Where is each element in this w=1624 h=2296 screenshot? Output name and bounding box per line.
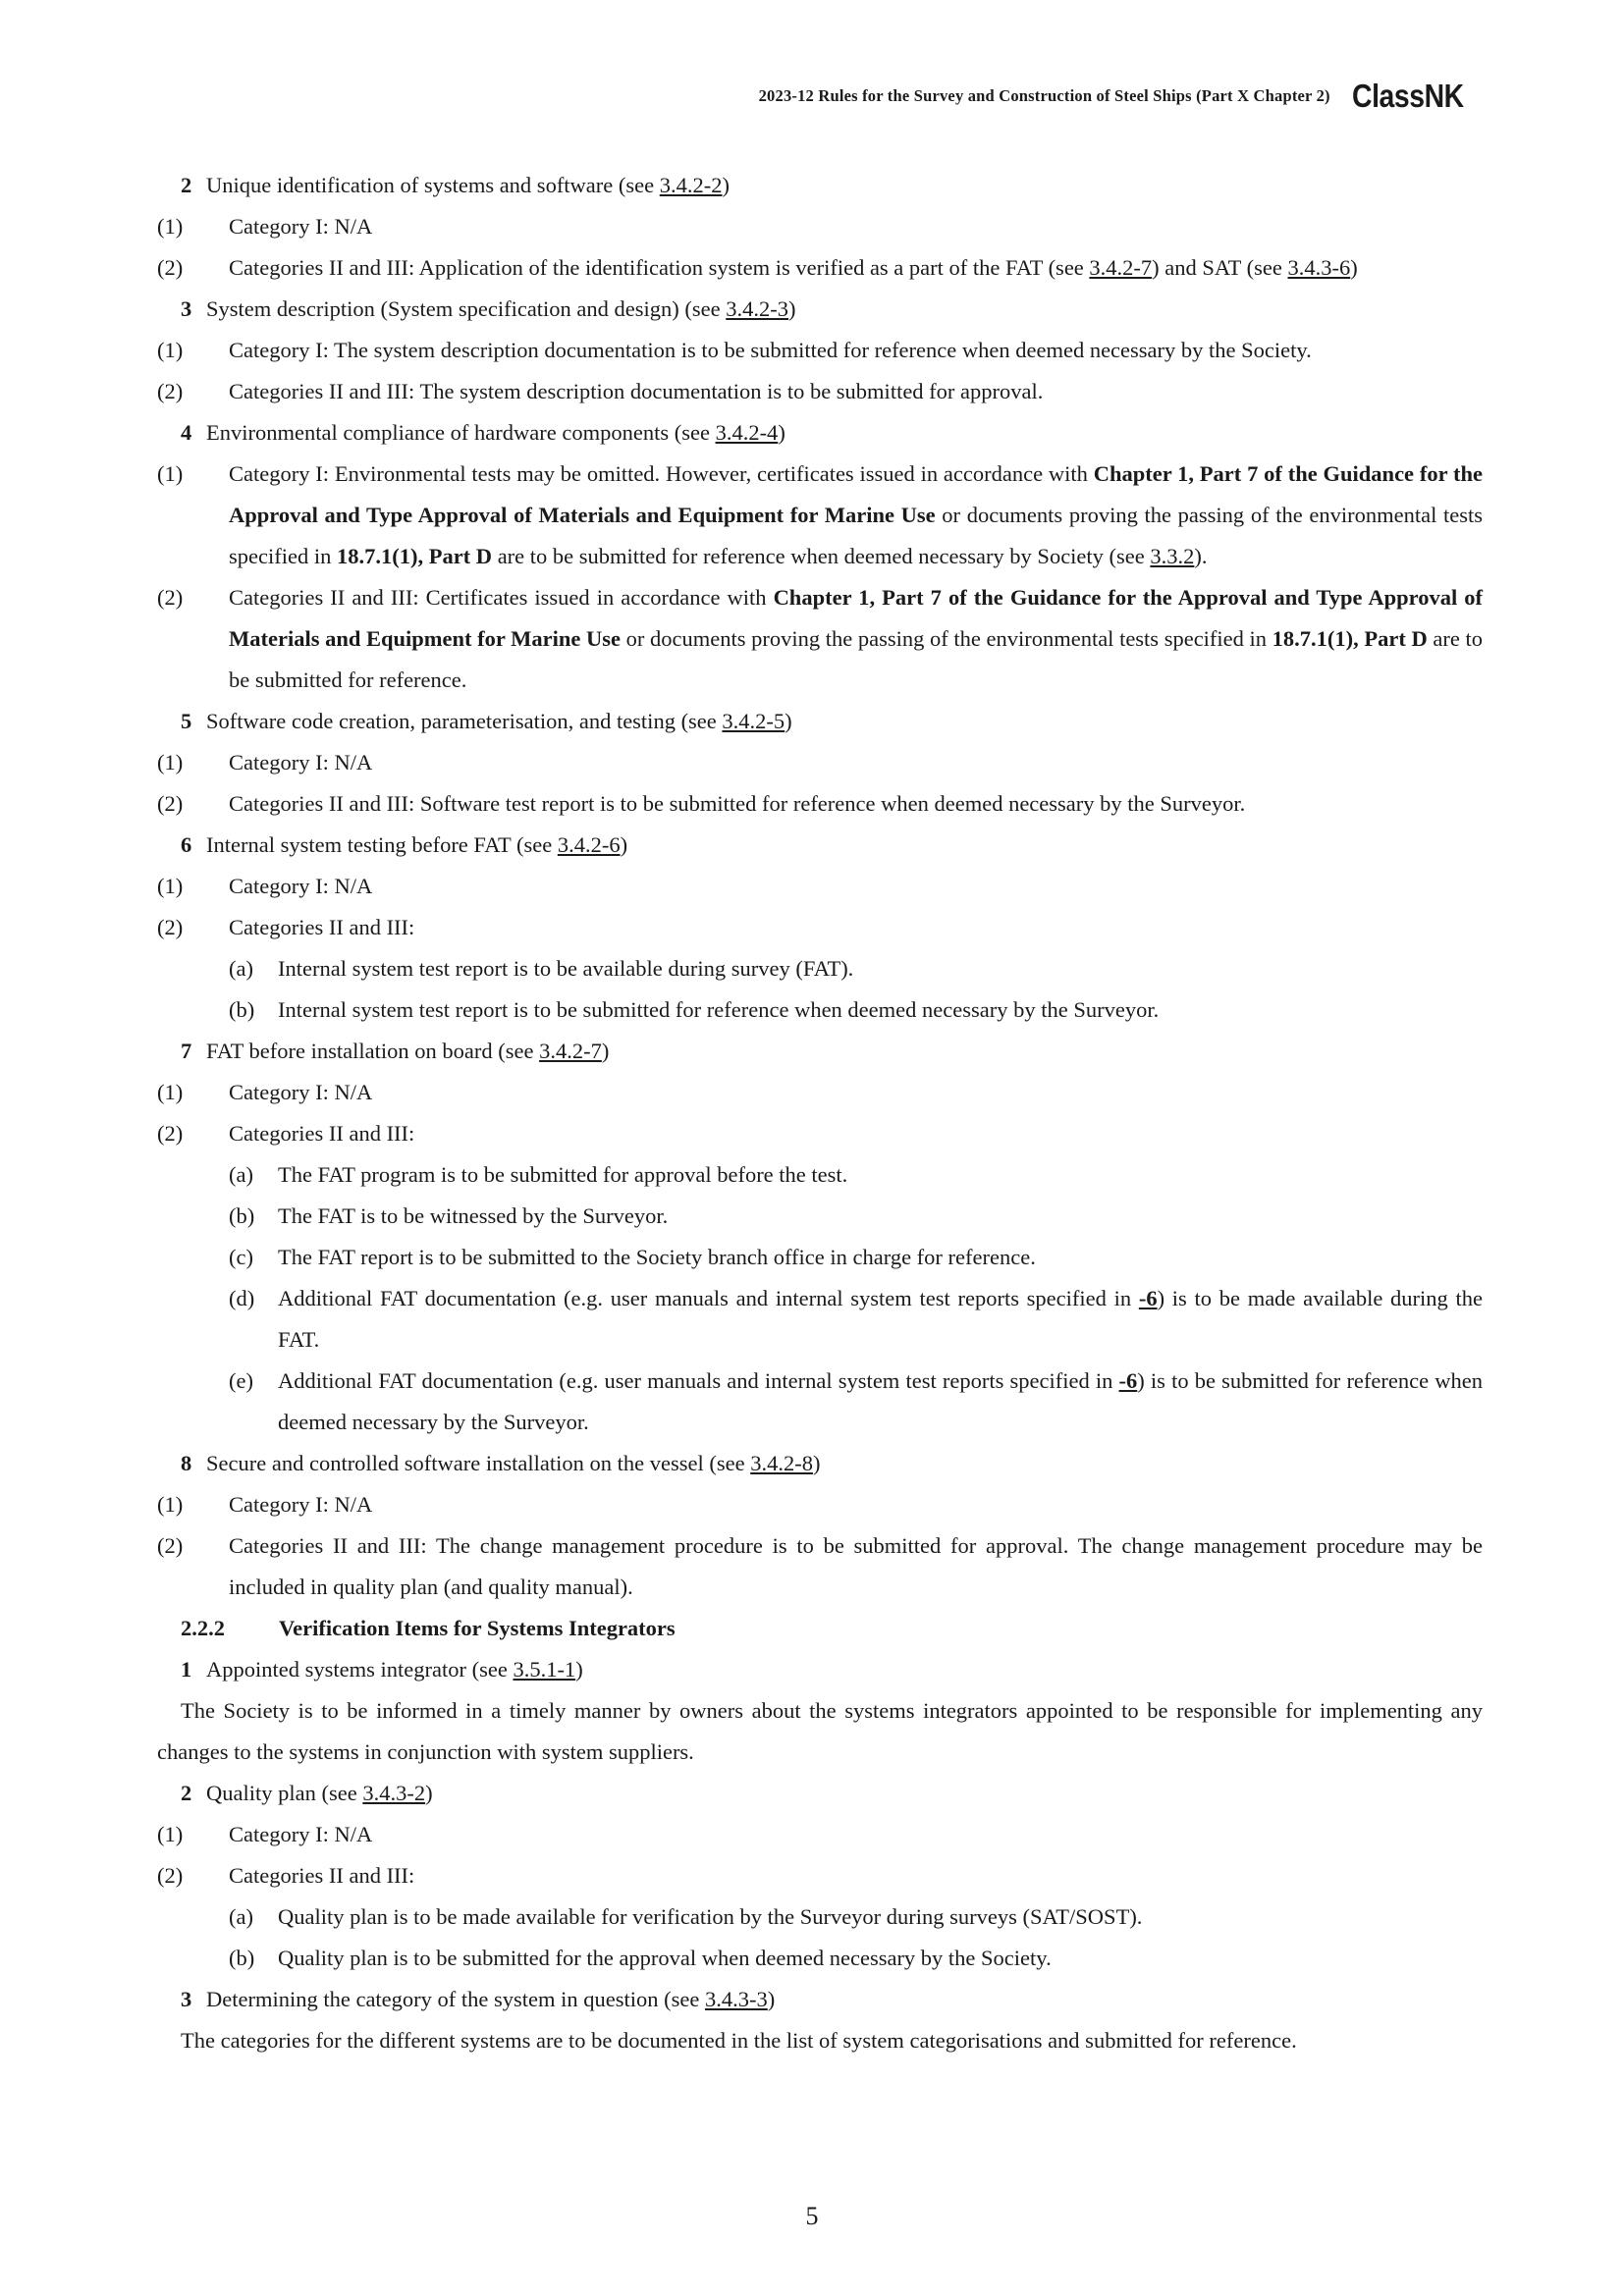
sub-sub-item (157, 1938, 1483, 1979)
item-text (206, 1649, 1483, 1690)
clause-number: 8 (181, 1451, 192, 1475)
item-text (229, 330, 1483, 371)
sub-item (157, 1855, 1483, 1896)
cross-reference-link[interactable]: 3.4.2-6 (557, 832, 621, 857)
sub-item (157, 783, 1483, 825)
item-text (206, 289, 1483, 330)
item-label: (a) (229, 1904, 253, 1929)
item-label: (2) (157, 1863, 184, 1888)
item-text (229, 907, 1483, 948)
clause-number: 2 (181, 1781, 192, 1805)
clause-number: 3 (181, 1987, 192, 2011)
text-segment: Quality plan (see (206, 1781, 363, 1805)
text-segment: ) (778, 420, 785, 445)
section-title (279, 1608, 1483, 1649)
clause-number: 5 (181, 709, 192, 733)
sub-sub-item (157, 948, 1483, 989)
cross-reference-link[interactable]: -6 (1118, 1368, 1138, 1393)
text-segment: Categories II and III: (229, 1863, 415, 1888)
item-text (206, 825, 1483, 866)
item-text (206, 701, 1483, 742)
document-body (157, 165, 1483, 2061)
text-segment: Category I: N/A (229, 214, 373, 239)
text-segment: System description (System specification and design) (see (206, 296, 727, 321)
item-label: (1) (157, 338, 184, 362)
text-segment: The FAT program is to be submitted for approval before the test. (278, 1162, 848, 1187)
item-text (278, 1278, 1483, 1361)
text-segment: 18.7.1(1), Part D (336, 544, 493, 568)
text-segment: Category I: N/A (229, 750, 373, 774)
sub-sub-item (157, 1896, 1483, 1938)
paragraph (157, 2020, 1483, 2061)
text-segment: Categories II and III: Application of the identification system is verified as a part of the FAT (see (229, 255, 1090, 280)
text-segment: Additional FAT documentation (e.g. user manuals and internal system test reports specified in (278, 1286, 1139, 1310)
clause-number: 6 (181, 832, 192, 857)
text-segment: Internal system test report is to be submitted for reference when deemed necessary by the Surveyor. (278, 997, 1160, 1022)
text-segment: Software code creation, parameterisation, and testing (see (206, 709, 723, 733)
item-label: (b) (229, 1946, 255, 1970)
item-label: (c) (229, 1245, 253, 1269)
item-label: (d) (229, 1286, 255, 1310)
text-segment: Quality plan is to be submitted for the approval when deemed necessary by the Society. (278, 1946, 1052, 1970)
text-segment: ) is to be made available during the FAT. (278, 1286, 1483, 1352)
item-label: (2) (157, 585, 184, 610)
text-segment: Category I: The system description documentation is to be submitted for reference when deemed necessary by the Society. (229, 338, 1312, 362)
text-segment: Unique identification of systems and software (see (206, 173, 660, 197)
text-segment: FAT before installation on board (see (206, 1039, 540, 1063)
cross-reference-link[interactable]: 3.3.2 (1150, 544, 1195, 568)
item-text (229, 206, 1483, 247)
text-segment: Categories II and III: (229, 915, 415, 939)
item-label: (2) (157, 379, 184, 403)
sub-item (157, 577, 1483, 701)
text-segment: Chapter 1, Part 7 of the Guidance for the Approval and Type Approval of Materials and Equipment for Marine Use (229, 461, 1484, 527)
text-segment: ) (575, 1657, 583, 1682)
item-text (278, 1154, 1483, 1196)
sub-item (157, 330, 1483, 371)
item-label: (2) (157, 1533, 184, 1558)
clause-number: 2 (181, 173, 192, 197)
clause-item (157, 1979, 1483, 2020)
item-label: (1) (157, 1492, 184, 1517)
clause-item (157, 165, 1483, 206)
item-label: (e) (229, 1368, 253, 1393)
text-segment: The FAT report is to be submitted to the Society branch office in charge for reference. (278, 1245, 1036, 1269)
clause-item (157, 1773, 1483, 1814)
item-label: (1) (157, 1822, 184, 1846)
text-segment: 18.7.1(1), Part D (1272, 626, 1428, 651)
page-number: 5 (805, 2202, 819, 2230)
item-text (278, 1938, 1483, 1979)
text-segment: Secure and controlled software installation on the vessel (see (206, 1451, 751, 1475)
item-text (206, 412, 1483, 454)
text-segment: Categories II and III: The change management procedure is to be submitted for approval. The change management procedure may be included in quality plan (and quality manual). (229, 1533, 1483, 1599)
text-segment: Category I: N/A (229, 1822, 373, 1846)
cross-reference-link[interactable]: 3.4.2-4 (715, 420, 779, 445)
text-segment: ) (601, 1039, 610, 1063)
text-segment: Category I: N/A (229, 874, 373, 898)
item-label: (b) (229, 997, 255, 1022)
item-text (278, 1237, 1483, 1278)
text-segment: ). (1194, 544, 1208, 568)
sub-item (157, 1525, 1483, 1608)
text-segment: The Society is to be informed in a timely manner by owners about the systems integrators appointed to be responsible for implementing any changes to the systems in conjunction with system suppliers. (157, 1698, 1483, 1764)
text-segment: ) is to be submitted for reference when deemed necessary by the Surveyor. (278, 1368, 1483, 1434)
clause-item (157, 701, 1483, 742)
item-text (278, 1196, 1483, 1237)
text-segment: Category I: N/A (229, 1080, 373, 1104)
item-label: (a) (229, 1162, 253, 1187)
item-text (229, 577, 1483, 701)
item-text (229, 454, 1483, 577)
sub-item (157, 1814, 1483, 1855)
text-segment: Categories II and III: (229, 1121, 415, 1146)
sub-item (157, 742, 1483, 783)
item-text (206, 165, 1483, 206)
text-segment: Internal system testing before FAT (see (206, 832, 558, 857)
clause-item (157, 825, 1483, 866)
item-label: (1) (157, 214, 184, 239)
item-label: (a) (229, 956, 253, 981)
item-label: (2) (157, 915, 184, 939)
page-header (759, 77, 1472, 116)
item-text (229, 1525, 1483, 1608)
item-text (278, 989, 1483, 1031)
item-label: (2) (157, 1121, 184, 1146)
sub-sub-item (157, 989, 1483, 1031)
item-text (229, 371, 1483, 412)
text-segment: or documents proving the passing of the environmental tests specified in (620, 626, 1272, 651)
text-segment: Internal system test report is to be available during survey (FAT). (278, 956, 854, 981)
cross-reference-link[interactable]: 3.4.3-3 (705, 1987, 768, 2011)
item-text (278, 1896, 1483, 1938)
text-segment: or documents proving the passing of the environmental tests specified in (229, 503, 1483, 568)
text-segment: ) (722, 173, 730, 197)
cross-reference-link[interactable]: 3.4.3-2 (362, 1781, 426, 1805)
cross-reference-link[interactable]: 3.4.2-8 (750, 1451, 813, 1475)
item-text (278, 1361, 1483, 1443)
text-segment: ) (425, 1781, 433, 1805)
item-text (278, 948, 1483, 989)
clause-item (157, 1031, 1483, 1072)
text-segment: Category I: Environmental tests may be omitted. However, certificates issued in accordance with (229, 461, 1094, 486)
cross-reference-link[interactable]: 3.4.2-3 (726, 296, 789, 321)
sub-item (157, 866, 1483, 907)
item-text (229, 247, 1483, 289)
sub-item (157, 454, 1483, 577)
text-segment: Chapter 1, Part 7 of the Guidance for the Approval and Type Approval of Materials and Equipment for Marine Use (229, 585, 1483, 651)
cross-reference-link[interactable]: 3.5.1-1 (513, 1657, 576, 1682)
sub-item (157, 1484, 1483, 1525)
text-segment: Verification Items for Systems Integrators (279, 1616, 676, 1640)
text-segment: ) (812, 1451, 821, 1475)
cross-reference-link[interactable]: -6 (1138, 1286, 1158, 1310)
text-segment: Determining the category of the system in question (see (206, 1987, 705, 2011)
cross-reference-link[interactable]: 3.4.2-7 (539, 1039, 602, 1063)
sub-item (157, 371, 1483, 412)
text-segment: ) (1350, 255, 1358, 280)
text-segment: Categories II and III: Software test report is to be submitted for reference when deemed necessary by the Surveyor. (229, 791, 1246, 816)
text-segment: Environmental compliance of hardware components (see (206, 420, 716, 445)
item-text (229, 1113, 1483, 1154)
item-label: (1) (157, 874, 184, 898)
text-segment: The categories for the different systems are to be documented in the list of system categorisations and submitted for reference. (181, 2028, 1297, 2053)
sub-sub-item (157, 1361, 1483, 1443)
text-segment: Categories II and III: Certificates issued in accordance with (229, 585, 774, 610)
sub-sub-item (157, 1196, 1483, 1237)
sub-item (157, 206, 1483, 247)
sub-item (157, 247, 1483, 289)
clause-number: 3 (181, 296, 192, 321)
paragraph (157, 1690, 1483, 1773)
text-segment: ) and SAT (see (1152, 255, 1288, 280)
cross-reference-link[interactable]: 3.4.3-6 (1287, 255, 1351, 280)
sub-item (157, 907, 1483, 948)
item-text (229, 1855, 1483, 1896)
clause-number: 7 (181, 1039, 192, 1063)
item-text (229, 1814, 1483, 1855)
item-label: (1) (157, 461, 184, 486)
clause-number: 4 (181, 420, 192, 445)
text-segment: are to be submitted for reference. (229, 626, 1484, 692)
clause-item (157, 412, 1483, 454)
classnk-logo: ClassNK (1351, 78, 1464, 114)
text-segment: ) (788, 296, 796, 321)
item-label: (1) (157, 1080, 184, 1104)
item-text (206, 1773, 1483, 1814)
text-segment: The FAT is to be witnessed by the Surveyor. (278, 1203, 669, 1228)
sub-sub-item (157, 1154, 1483, 1196)
sub-item (157, 1072, 1483, 1113)
text-segment: Additional FAT documentation (e.g. user manuals and internal system test reports specified in (278, 1368, 1119, 1393)
section-heading (157, 1608, 1483, 1649)
cross-reference-link[interactable]: 3.4.2-5 (722, 709, 785, 733)
item-text (206, 1031, 1483, 1072)
text-segment: ) (767, 1987, 776, 2011)
text-segment: Appointed systems integrator (see (206, 1657, 514, 1682)
item-text (229, 1484, 1483, 1525)
item-text (229, 783, 1483, 825)
header-title: 2023-12 Rules for the Survey and Construction of Steel Ships (Part X Chapter 2) (758, 86, 1330, 105)
clause-item (157, 1649, 1483, 1690)
text-segment: ) (620, 832, 628, 857)
text-segment: Categories II and III: The system description documentation is to be submitted for approval. (229, 379, 1044, 403)
item-text (206, 1979, 1483, 2020)
item-label: (b) (229, 1203, 255, 1228)
sub-sub-item (157, 1278, 1483, 1361)
sub-item (157, 1113, 1483, 1154)
cross-reference-link[interactable]: 3.4.2-2 (659, 173, 723, 197)
item-text (229, 866, 1483, 907)
clause-item (157, 289, 1483, 330)
item-label: (2) (157, 255, 184, 280)
item-label: (2) (157, 791, 184, 816)
text-segment: are to be submitted for reference when deemed necessary by Society (see (492, 544, 1151, 568)
text-segment: Quality plan is to be made available for verification by the Surveyor during surveys (SAT/SOST). (278, 1904, 1143, 1929)
clause-item (157, 1443, 1483, 1484)
sub-sub-item (157, 1237, 1483, 1278)
clause-number: 1 (181, 1657, 192, 1682)
text-segment: Category I: N/A (229, 1492, 373, 1517)
item-label: (1) (157, 750, 184, 774)
item-text (229, 1072, 1483, 1113)
item-text (206, 1443, 1483, 1484)
cross-reference-link[interactable]: 3.4.2-7 (1089, 255, 1153, 280)
text-segment: ) (785, 709, 792, 733)
section-number: 2.2.2 (181, 1616, 225, 1640)
item-text (229, 742, 1483, 783)
